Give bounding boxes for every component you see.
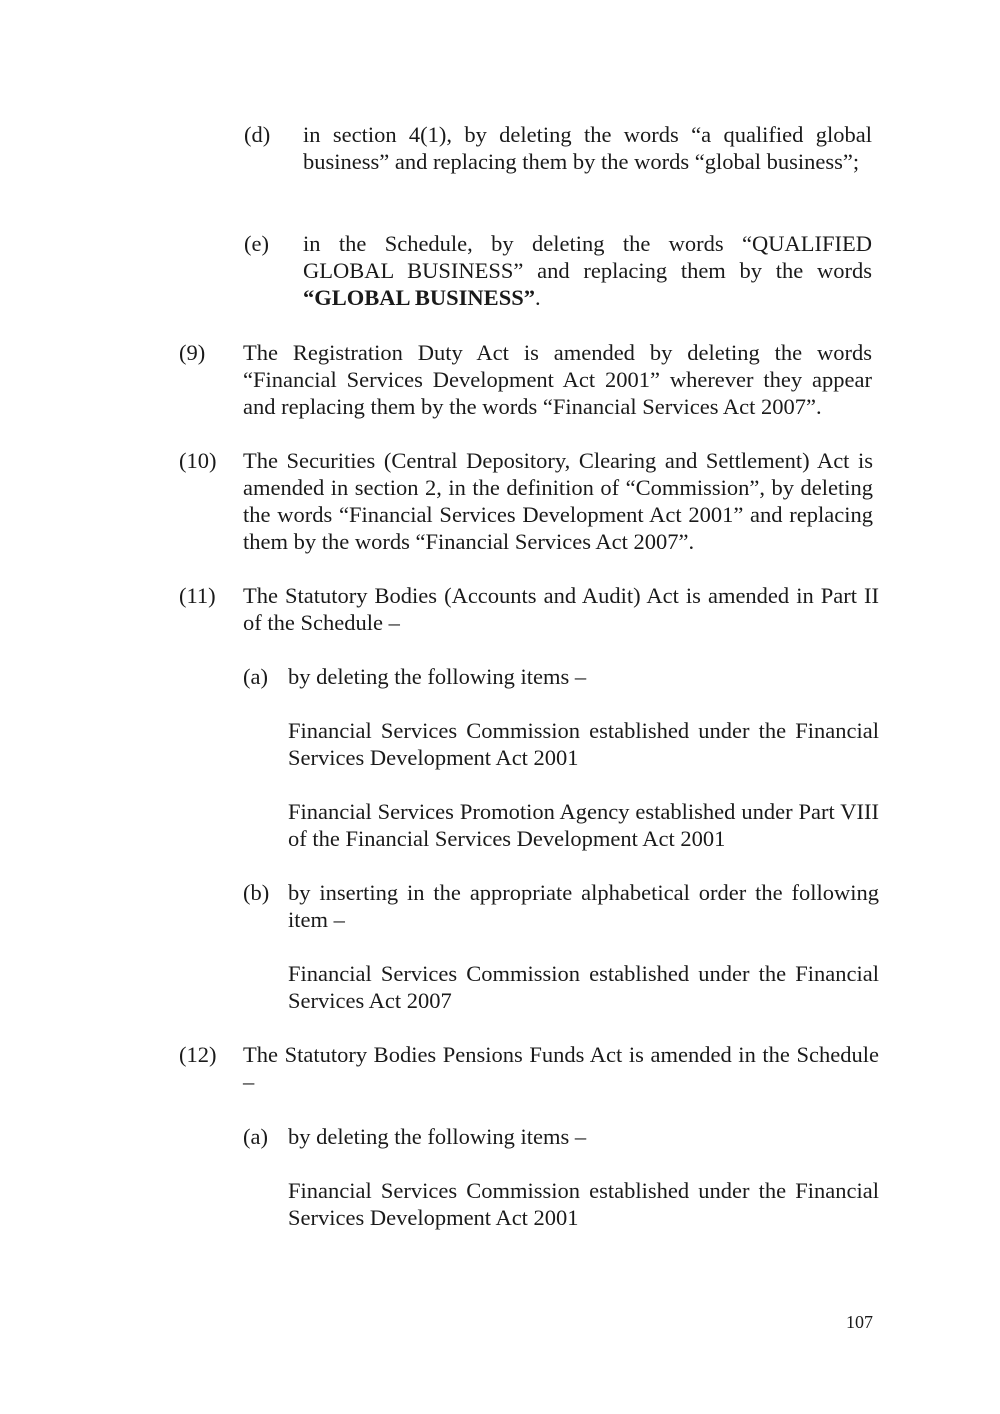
item-d-paragraph: in section 4(1), by deleting the words “a qualified global business” and replacing them by the words “global business”; — [303, 122, 872, 174]
inserted-item-11 — [288, 960, 879, 1014]
item-d-text — [303, 121, 872, 175]
subitem-11a-paragraph: by deleting the following items – — [288, 664, 587, 689]
item-e-text-main: in the Schedule, by deleting the words “QUALIFIED GLOBAL BUSINESS” and replacing them by the words — [303, 231, 872, 283]
section-10-paragraph: The Securities (Central Depository, Clearing and Settlement) Act is amended in section 2, in the definition of “Commission”, by deleting the words “Financial Services Development Act 2001” and replacing them by the words “Financial Services Act 2007”. — [243, 448, 873, 554]
subitem-label-12a: (a) — [243, 1124, 268, 1149]
section-10-text — [243, 447, 873, 555]
subitem-12a-text — [288, 1123, 879, 1150]
section-label-9: (9) — [179, 340, 206, 365]
deleted-item-11-1 — [288, 717, 879, 771]
subitem-label-11b: (b) — [243, 880, 270, 905]
subitem-11b-text — [288, 879, 879, 933]
subitem-12a-paragraph: by deleting the following items – — [288, 1124, 587, 1149]
page-number: 107 — [846, 1312, 873, 1332]
subitem-label-11a: (a) — [243, 664, 268, 689]
section-12-paragraph: The Statutory Bodies Pensions Funds Act is amended in the Schedule – — [243, 1042, 879, 1094]
section-9-text — [243, 339, 872, 420]
item-e-bold-text: “GLOBAL BUSINESS” — [303, 285, 535, 310]
section-11-text — [243, 582, 879, 636]
deleted-item-11-1-paragraph: Financial Services Commission established under the Financial Services Development Act 2001 — [288, 718, 879, 770]
item-e-paragraph — [303, 230, 872, 311]
deleted-item-12-1-paragraph: Financial Services Commission established under the Financial Services Development Act 2001 — [288, 1178, 879, 1230]
section-label-12: (12) — [179, 1042, 217, 1067]
item-label-d: (d) — [244, 122, 271, 147]
deleted-item-11-2 — [288, 798, 879, 852]
inserted-item-11-paragraph: Financial Services Commission established under the Financial Services Act 2007 — [288, 961, 879, 1013]
section-12-text — [243, 1041, 879, 1095]
deleted-item-12-1 — [288, 1177, 879, 1231]
section-label-10: (10) — [179, 448, 217, 473]
subitem-11b-paragraph: by inserting in the appropriate alphabetical order the following item – — [288, 880, 879, 932]
section-label-11: (11) — [179, 583, 216, 608]
item-e-tail: . — [534, 285, 541, 310]
deleted-item-11-2-paragraph: Financial Services Promotion Agency established under Part VIII of the Financial Services Development Act 2001 — [288, 799, 879, 851]
subitem-11a-text — [288, 663, 879, 690]
item-e-text — [303, 230, 872, 311]
section-11-paragraph: The Statutory Bodies (Accounts and Audit) Act is amended in Part II of the Schedule – — [243, 583, 879, 635]
item-label-e: (e) — [244, 231, 269, 256]
section-9-paragraph: The Registration Duty Act is amended by deleting the words “Financial Services Development Act 2001” wherever they appear and replacing them by the words “Financial Services Act 2007”. — [243, 340, 872, 419]
